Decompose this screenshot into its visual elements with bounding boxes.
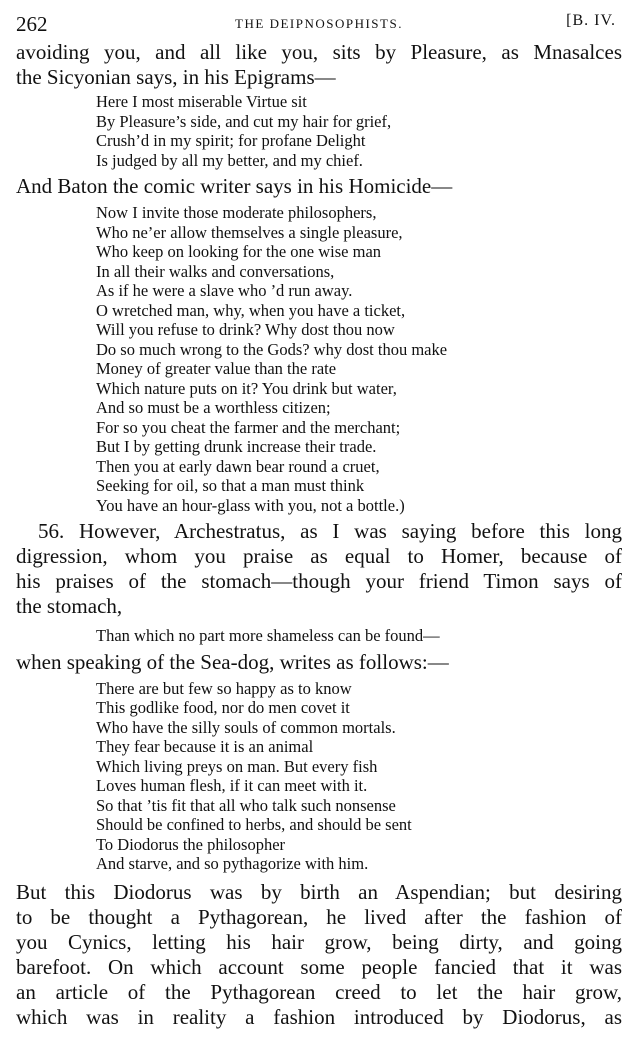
verse-line: O wretched man, why, when you have a ticket, <box>96 300 406 320</box>
running-title: THE DEIPNOSOPHISTS. <box>235 16 403 31</box>
verse-homicide <box>16 203 622 515</box>
paragraph-diodorus <box>16 880 622 1030</box>
verse-line: Who ne’er allow themselves a single pleasure, <box>96 222 403 242</box>
page-header <box>16 10 622 40</box>
verse-line: In all their walks and conversations, <box>96 261 335 281</box>
verse-line: Is judged by all my better, and my chief. <box>96 150 363 170</box>
text-line: barefoot. On which account some people fancied that it was <box>16 954 622 979</box>
verse-line: Which living preys on man. But every fish <box>96 756 378 776</box>
verse-line: Do so much wrong to the Gods? why dost thou make <box>96 339 448 359</box>
verse-line: Will you refuse to drink? Why dost thou now <box>96 320 395 339</box>
verse-epigram <box>16 92 622 170</box>
text-line: which was in reality a fashion introduced by Diodorus, as <box>16 1004 622 1029</box>
paragraph-section-56 <box>16 519 622 619</box>
text-line: you Cynics, letting his hair grow, being dirty, and going <box>16 929 622 954</box>
paragraph-baton <box>16 174 622 199</box>
verse-line: Should be confined to herbs, and should be sent <box>96 815 412 834</box>
text-line: 56. However, Archestratus, as I was saying before this long <box>38 519 622 543</box>
book-reference: [B. IV. <box>566 12 616 29</box>
text-line: And Baton the comic writer says in his Homicide— <box>16 174 453 198</box>
verse-line: So that ’tis fit that all who talk such nonsense <box>96 795 396 815</box>
verse-line: But I by getting drunk increase their trade. <box>96 437 377 456</box>
paragraph-mnasalces <box>16 40 622 90</box>
verse-line: You have an hour-glass with you, not a bottle.) <box>96 495 405 515</box>
verse-line: This godlike food, nor do men covet it <box>96 698 350 717</box>
book-page <box>16 10 622 1030</box>
verse-line: As if he were a slave who ’d run away. <box>96 281 353 300</box>
verse-line: Which nature puts on it? You drink but water, <box>96 378 397 398</box>
verse-line: There are but few so happy as to know <box>96 678 352 698</box>
text-line: digression, whom you praise as equal to Homer, because of <box>16 544 622 568</box>
text-line: But this Diodorus was by birth an Aspendian; but desiring <box>16 879 622 904</box>
verse-line: To Diodorus the philosopher <box>96 834 286 854</box>
verse-line: Now I invite those moderate philosophers, <box>96 203 377 222</box>
verse-line: For so you cheat the farmer and the merchant; <box>96 417 401 437</box>
page-number: 262 <box>16 12 48 36</box>
text-line: the Sicyonian says, in his Epigrams— <box>16 65 336 89</box>
verse-line: Money of greater value than the rate <box>96 359 337 378</box>
text-line: to be thought a Pythagorean, he lived after the fashion of <box>16 904 622 929</box>
text-line: his praises of the stomach—though your friend Timon says of <box>16 569 622 593</box>
verse-archestratus <box>16 679 622 874</box>
verse-line: And so must be a worthless citizen; <box>96 398 331 417</box>
verse-line: Loves human flesh, if it can meet with it. <box>96 776 368 795</box>
verse-line: And starve, and so pythagorize with him. <box>96 854 369 873</box>
verse-line: Who keep on looking for the one wise man <box>96 242 382 261</box>
text-line: avoiding you, and all like you, sits by Pleasure, as Mnasalces <box>16 40 622 64</box>
verse-line: Then you at early dawn bear round a cruet, <box>96 456 380 476</box>
verse-line: Seeking for oil, so that a man must think <box>96 476 365 495</box>
paragraph-sea-dog <box>16 650 622 675</box>
verse-line: Than which no part more shameless can be found— <box>96 626 440 645</box>
text-line: an article of the Pythagorean creed to let the hair grow, <box>16 979 622 1004</box>
verse-line: They fear because it is an animal <box>96 737 314 756</box>
verse-line: By Pleasure’s side, and cut my hair for grief, <box>96 111 392 131</box>
text-line: when speaking of the Sea-dog, writes as follows:— <box>16 649 449 674</box>
verse-line: Crush’d in my spirit; for profane Delight <box>96 131 366 150</box>
verse-line: Who have the silly souls of common mortals. <box>96 717 396 737</box>
verse-line: Here I most miserable Virtue sit <box>96 92 307 111</box>
text-line: the stomach, <box>16 594 123 618</box>
verse-timon <box>16 626 622 646</box>
